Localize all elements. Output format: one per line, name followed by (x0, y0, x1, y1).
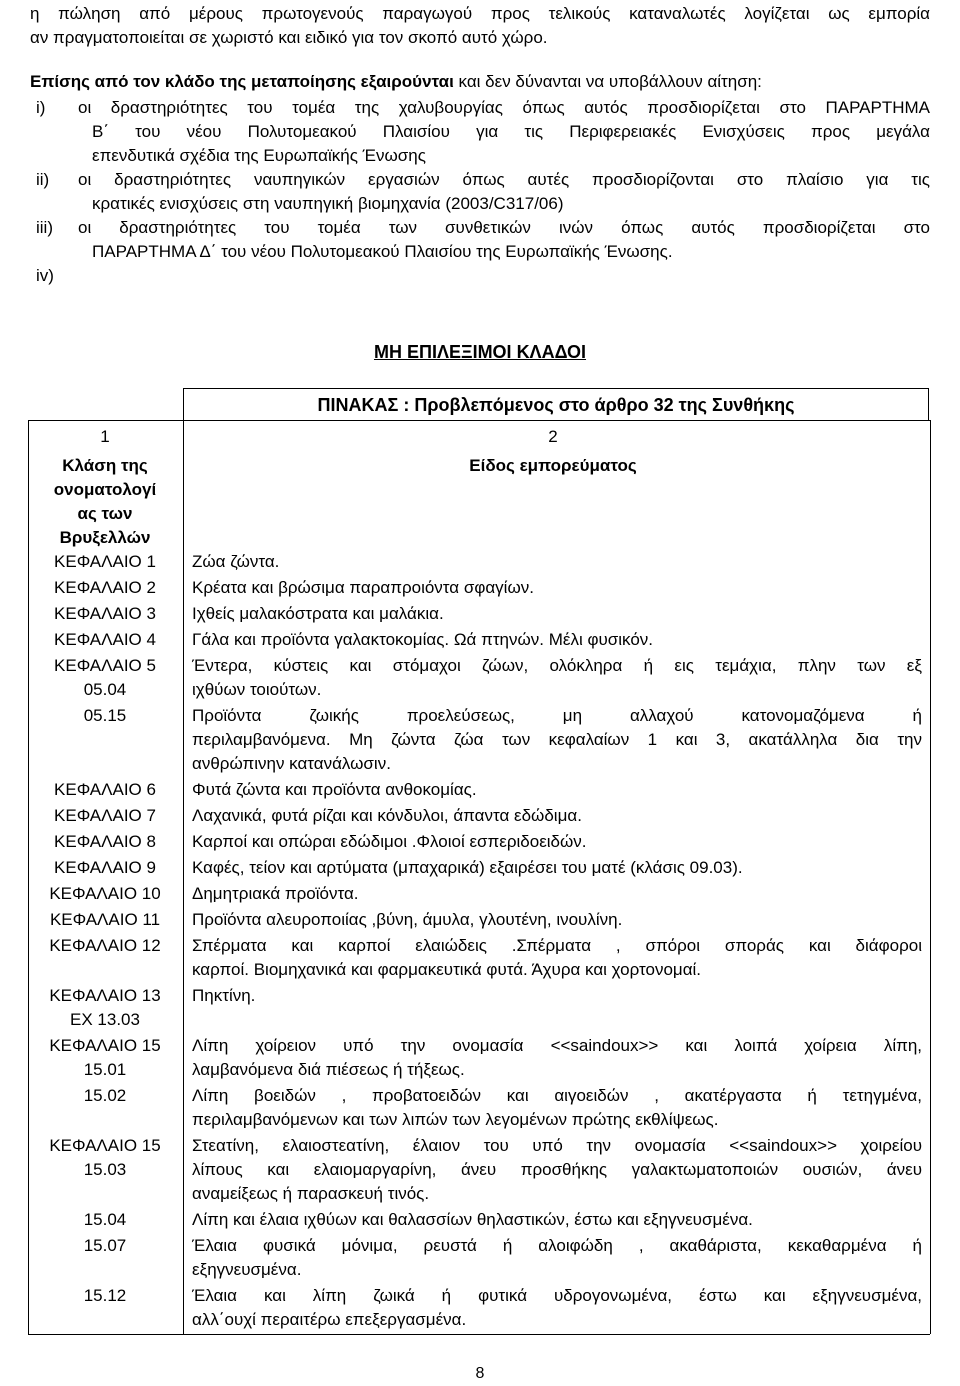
row-desc: ιχθύων τοιούτων. (192, 680, 322, 699)
row-desc: Καρποί και οπώραι εδώδιμοι .Φλοιοί εσπεριδοειδών. (192, 832, 587, 851)
row-desc: αναμείξεως ή παρασκευή τινός. (192, 1184, 430, 1203)
row-desc: Προϊόντα ζωικής προελεύσεως, μη αλλαχού κατονομαζόμενα ή (192, 706, 922, 725)
exclusion-i-line-1: οι δραστηριότητες του τομέα της χαλυβουργίας όπως αυτός προσδιορίζεται στο ΠΑΡΑΡΤΗΜΑ (78, 98, 930, 117)
row-code: ΚΕΦΑΛΑΙΟ 13 (49, 986, 161, 1005)
exclusions-heading-rest: και δεν δύνανται να υποβάλλουν αίτηση: (453, 72, 762, 91)
row-code: 15.02 (83, 1086, 127, 1105)
table-right-border (930, 420, 931, 1334)
row-desc: Προϊόντα αλευροποιίας ,βύνη, άμυλα, γλουτένη, ινουλίνη. (192, 910, 623, 929)
row-code: ΚΕΦΑΛΑΙΟ 12 (49, 936, 161, 955)
row-code: ΚΕΦΑΛΑΙΟ 15 (49, 1036, 161, 1055)
row-code: ΚΕΦΑΛΑΙΟ 3 (54, 604, 156, 623)
row-code: 15.07 (83, 1236, 127, 1255)
exclusions-heading-bold: Επίσης από τον κλάδο της μεταποίησης εξαιρούνται (30, 72, 454, 91)
table-left-border (28, 420, 29, 1334)
header-left-line: Κλάση της (62, 456, 148, 475)
header-left-line: ονοματολογί (53, 480, 157, 499)
row-desc: περιλαμβανόμενων και των λιπών των λεγομένων πρώτης εκθλίψεως. (192, 1110, 719, 1129)
row-code: ΚΕΦΑΛΑΙΟ 2 (54, 578, 156, 597)
row-code: 05.04 (83, 680, 127, 699)
row-code: ΚΕΦΑΛΑΙΟ 1 (54, 552, 156, 571)
row-desc: εξηγνευσμένα. (192, 1260, 302, 1279)
exclusion-marker-ii: ii) (36, 170, 50, 189)
exclusions-heading (30, 70, 762, 94)
row-desc: λαμβανόμενα διά πιέσεως ή τήξεως. (192, 1060, 465, 1079)
row-desc: Έλαια και λίπη ζωικά ή φυτικά υδρογονωμένα, έστω και εξηγνευσμένα, (192, 1286, 922, 1305)
row-code: ΚΕΦΑΛΑΙΟ 15 (49, 1136, 161, 1155)
row-desc: περιλαμβανόμενα. Μη ζώντα ζώα των κεφαλαίων 1 και 3, ακατάλληλα δια την (192, 730, 922, 749)
row-desc: Πηκτίνη. (192, 986, 256, 1005)
exclusion-ii-line-2: κρατικές ενισχύσεις στη ναυπηγική βιομηχανία (2003/C317/06) (92, 194, 564, 213)
page-number: 8 (475, 1365, 485, 1382)
row-code: ΚΕΦΑΛΑΙΟ 11 (49, 910, 161, 929)
row-desc: Λίπη χοίρειον υπό την ονομασία <<saindoux>> και λοιπά χοίρεια λίπη, (192, 1036, 922, 1055)
row-desc: Λαχανικά, φυτά ρίζαι και κόνδυλοι, άπαντα εδώδιμα. (192, 806, 582, 825)
row-code: ΚΕΦΑΛΑΙΟ 6 (54, 780, 156, 799)
header-left-line: Βρυξελλών (59, 528, 151, 547)
row-desc: Έντερα, κύστεις και στόμαχοι ζώων, ολόκληρα ή εις τεμάχια, πλην των εξ (192, 656, 922, 675)
row-code: 05.15 (83, 706, 127, 725)
row-code: ΚΕΦΑΛΑΙΟ 7 (54, 806, 156, 825)
row-desc: Λίπη και έλαια ιχθύων και θαλασσίων θηλαστικών, έστω και εξηγνευσμένα. (192, 1210, 753, 1229)
row-desc: Σπέρματα και καρποί ελαιώδεις .Σπέρματα , σπόροι σποράς και διάφοροι (192, 936, 922, 955)
table-title: ΠΙΝΑΚΑΣ : Προβλεπόμενος στο άρθρο 32 της Συνθήκης (183, 388, 929, 420)
exclusion-iii-line-1: οι δραστηριότητες του τομέα των συνθετικών ινών όπως αυτός προσδιορίζεται στο (78, 218, 930, 237)
exclusion-ii-line-1: οι δραστηριότητες ναυπηγικών εργασιών όπως αυτές προσδιορίζονται στο πλαίσιο για τις (78, 170, 930, 189)
exclusion-i-line-2: Β΄ του νέου Πολυτομεακού Πλαισίου για τις Περιφερειακές Ενισχύσεις προς μεγάλα (92, 122, 930, 141)
table-bottom-border (28, 1334, 930, 1335)
row-desc: Γάλα και προϊόντα γαλακτοκομίας. Ωά πτηνών. Μέλι φυσικόν. (192, 630, 654, 649)
exclusion-marker-iii: iii) (36, 218, 53, 237)
row-desc: Καφές, τείον και αρτύματα (μπαχαρικά) εξαιρέσει του ματέ (κλάσις 09.03). (192, 858, 743, 877)
table-column-divider (183, 420, 184, 1334)
row-desc: Ζώα ζώντα. (192, 552, 280, 571)
row-desc: αλλ΄ουχί περαιτέρω επεξεργασμένα. (192, 1310, 467, 1329)
row-desc: Φυτά ζώντα και προϊόντα ανθοκομίας. (192, 780, 477, 799)
header-left-line: ας των (77, 504, 133, 523)
row-code: ΚΕΦΑΛΑΙΟ 5 (54, 656, 156, 675)
row-code: ΚΕΦΑΛΑΙΟ 8 (54, 832, 156, 851)
exclusion-i-line-3: επενδυτικά σχέδια της Ευρωπαϊκής Ένωσης (92, 146, 426, 165)
exclusion-marker-i: i) (36, 98, 46, 117)
row-code: 15.01 (83, 1060, 127, 1079)
exclusion-iii-line-2: ΠΑΡΑΡΤΗΜΑ Δ΄ του νέου Πολυτομεακού Πλαισίου της Ευρωπαϊκής Ένωσης. (92, 242, 673, 261)
row-desc: ανθρώπινην κατανάλωσιν. (192, 754, 391, 773)
row-desc: λίπους και ελαιομαργαρίνη, άνευ προσθήκης γαλακτωματοποιών ουσιών, άνευ (192, 1160, 922, 1179)
row-code: 15.12 (83, 1286, 127, 1305)
row-code: ΚΕΦΑΛΑΙΟ 9 (54, 858, 156, 877)
row-code: ΚΕΦΑΛΑΙΟ 4 (54, 630, 156, 649)
table-top-border (28, 420, 930, 421)
row-code: ΕΧ 13.03 (70, 1010, 140, 1029)
header-right: Είδος εμπορεύματος (469, 456, 637, 475)
intro-line-1: η πώληση από μέρους πρωτογενούς παραγωγού προς τελικούς καταναλωτές λογίζεται ως εμπορία (30, 4, 930, 23)
row-desc: Στεατίνη, ελαιοστεατίνη, έλαιον του υπό την ονομασία <<saindoux>> χοιρείου (192, 1136, 922, 1155)
col-number-1: 1 (100, 427, 110, 446)
row-desc: Έλαια φυσικά μόνιμα, ρευστά ή αλοιφώδη , ακαθάριστα, κεκαθαρμένα ή (192, 1236, 922, 1255)
row-desc: Λίπη βοειδών , προβατοειδών και αιγοειδών , ακατέργαστα ή τετηγμένα, (192, 1086, 922, 1105)
row-code: ΚΕΦΑΛΑΙΟ 10 (49, 884, 161, 903)
exclusion-marker-iv: iv) (36, 266, 54, 285)
row-code: 15.04 (83, 1210, 127, 1229)
row-desc: Δημητριακά προϊόντα. (192, 884, 359, 903)
row-desc: Ιχθείς μαλακόστρατα και μαλάκια. (192, 604, 444, 623)
intro-line-2: αν πραγματοποιείται σε χωριστό και ειδικό για τον σκοπό αυτό χώρο. (30, 28, 548, 47)
row-desc: Κρέατα και βρώσιμα παραπροιόντα σφαγίων. (192, 578, 534, 597)
section-title: ΜΗ ΕΠΙΛΕΞΙΜΟΙ ΚΛΑΔΟΙ (373, 342, 587, 362)
row-code: 15.03 (83, 1160, 127, 1179)
col-number-2: 2 (548, 427, 558, 446)
row-desc: καρποί. Βιομηχανικά και φαρμακευτικά φυτά. Άχυρα και χορτονομαί. (192, 960, 702, 979)
